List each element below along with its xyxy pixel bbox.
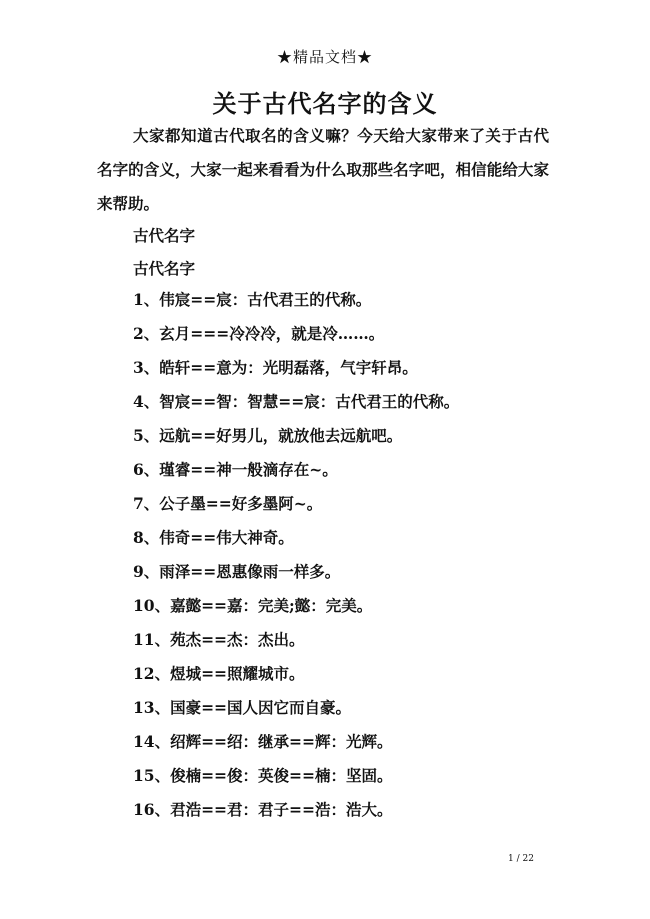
list-item: 14、绍辉==绍：继承==辉：光辉。 [133, 732, 393, 751]
name-meaning-list [133, 289, 459, 833]
intro-paragraph: 大家都知道古代取名的含义嘛？今天给大家带来了关于古代名字的含义，大家一起来看看为什么取那些名字吧，相信能给大家来帮助。 [97, 126, 549, 213]
list-item: 15、俊楠==俊：英俊==楠：坚固。 [133, 766, 393, 785]
list-item: 2、玄月===冷冷冷，就是冷……。 [133, 324, 385, 343]
list-item: 12、煜城==照耀城市。 [133, 664, 305, 683]
section-heading: 古代名字 [133, 226, 196, 245]
list-item: 9、雨泽==恩惠像雨一样多。 [133, 562, 341, 581]
list-item: 8、伟奇==伟大神奇。 [133, 528, 294, 547]
list-item: 7、公子墨==好多墨阿~。 [133, 494, 323, 513]
list-item: 13、国豪==国人因它而自豪。 [133, 698, 352, 717]
list-item: 16、君浩==君：君子==浩：浩大。 [133, 800, 393, 819]
section-subheading: 古代名字 [133, 259, 196, 278]
page-number: 1 / 22 [508, 854, 534, 864]
document-header: ★精品文档★ [276, 48, 373, 66]
list-item: 5、远航==好男儿，就放他去远航吧。 [133, 426, 403, 445]
list-item: 6、瑾睿==神一般滴存在~。 [133, 460, 338, 479]
list-item: 3、皓轩==意为：光明磊落，气宇轩昂。 [133, 358, 418, 377]
list-item: 1、伟宸==宸：古代君王的代称。 [133, 290, 372, 309]
document-title: 关于古代名字的含义 [212, 89, 438, 118]
list-item: 11、苑杰==杰：杰出。 [133, 630, 305, 649]
list-item: 4、智宸==智：智慧==宸：古代君王的代称。 [133, 392, 460, 411]
list-item: 10、嘉懿==嘉：完美;懿：完美。 [133, 596, 373, 615]
